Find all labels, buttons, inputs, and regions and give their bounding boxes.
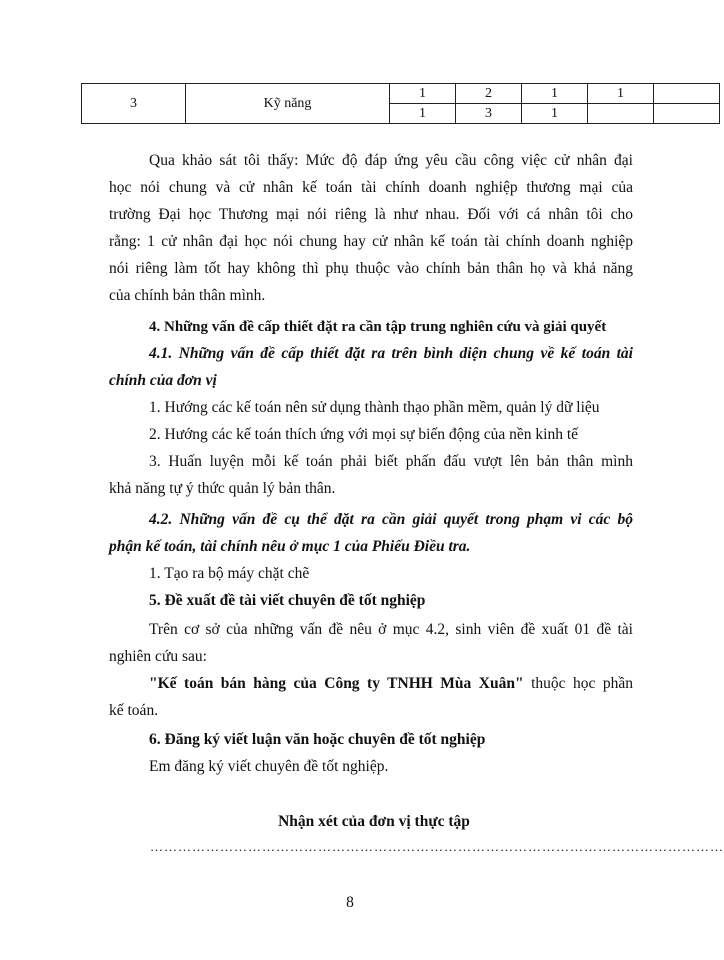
paragraph-line: Qua khảo sát tôi thấy: Mức độ đáp ứng yêu cầu công việc cử nhân đại [149, 152, 633, 169]
comment-dotted-line: …………………………………………………………………………………………………………… [150, 839, 724, 854]
paragraph-line: Em đăng ký viết chuyên đề tốt nghiệp. [149, 758, 389, 775]
list-item: 3. Huấn luyện mỗi kế toán phải biết phấn đấu vượt lên bản thân mình [149, 453, 633, 470]
comment-title: Nhận xét của đơn vị thực tập [278, 813, 470, 830]
paragraph-line: Trên cơ sở của những vấn đề nêu ở mục 4.2, sinh viên đề xuất 01 đề tài [149, 621, 633, 638]
row-number-cell: 3 [82, 84, 186, 124]
table-cell [654, 84, 720, 104]
list-item-cont: khả năng tự ý thức quản lý bản thân. [109, 480, 336, 497]
table-cell [588, 104, 654, 124]
skills-table [81, 83, 720, 124]
topic-line [149, 674, 633, 694]
section-4-heading: 4. Những vấn đề cấp thiết đặt ra cần tập trung nghiên cứu và giải quyết [149, 319, 607, 335]
table-cell: 1 [390, 104, 456, 124]
list-item: 1. Hướng các kế toán nên sử dụng thành thạo phần mềm, quản lý dữ liệu [149, 399, 600, 416]
section-6-heading: 6. Đăng ký viết luận văn hoặc chuyên đề tốt nghiệp [149, 731, 486, 748]
paragraph-line: nói riêng làm tốt hay không thì phụ thuộc vào chính bản thân họ và khả năng [109, 260, 633, 277]
row-label-cell: Kỹ năng [186, 84, 390, 124]
list-item: 1. Tạo ra bộ máy chặt chẽ [149, 565, 310, 582]
paragraph-line: rằng: 1 cử nhân đại học nói chung hay cử nhân kế toán tài chính doanh nghiệp [109, 233, 633, 250]
section-4-1-heading-cont: chính của đơn vị [109, 372, 217, 389]
section-4-1-heading: 4.1. Những vấn đề cấp thiết đặt ra trên bình diện chung về kế toán tài [149, 345, 633, 362]
paragraph-line: nghiên cứu sau: [109, 648, 207, 665]
table-cell: 1 [588, 84, 654, 104]
paragraph-line: học nói chung và cử nhân kế toán tài chính doanh nghiệp thương mại của [109, 179, 633, 196]
topic-rest: thuộc học phần [523, 675, 634, 692]
table-row [82, 84, 720, 104]
page-number: 8 [346, 894, 354, 911]
section-4-2-heading-cont: phận kế toán, tài chính nêu ở mục 1 của Phiếu Điều tra. [109, 538, 471, 555]
table-cell: 1 [522, 104, 588, 124]
table-cell: 2 [456, 84, 522, 104]
section-5-heading: 5. Đề xuất đề tài viết chuyên đề tốt nghiệp [149, 592, 426, 609]
table-cell: 1 [522, 84, 588, 104]
table-cell: 3 [456, 104, 522, 124]
table-cell: 1 [390, 84, 456, 104]
topic-cont: kế toán. [109, 702, 159, 719]
paragraph-line: trường Đại học Thương mại nói riêng là như nhau. Đối với cá nhân tôi cho [109, 206, 633, 223]
paragraph-line: của chính bản thân mình. [109, 287, 266, 304]
topic-title: "Kế toán bán hàng của Công ty TNHH Mùa Xuân" [149, 675, 524, 692]
section-4-2-heading: 4.2. Những vấn đề cụ thể đặt ra cần giải quyết trong phạm vi các bộ [149, 511, 633, 528]
table-cell [654, 104, 720, 124]
list-item: 2. Hướng các kế toán thích ứng với mọi sự biến động của nền kinh tế [149, 426, 579, 443]
